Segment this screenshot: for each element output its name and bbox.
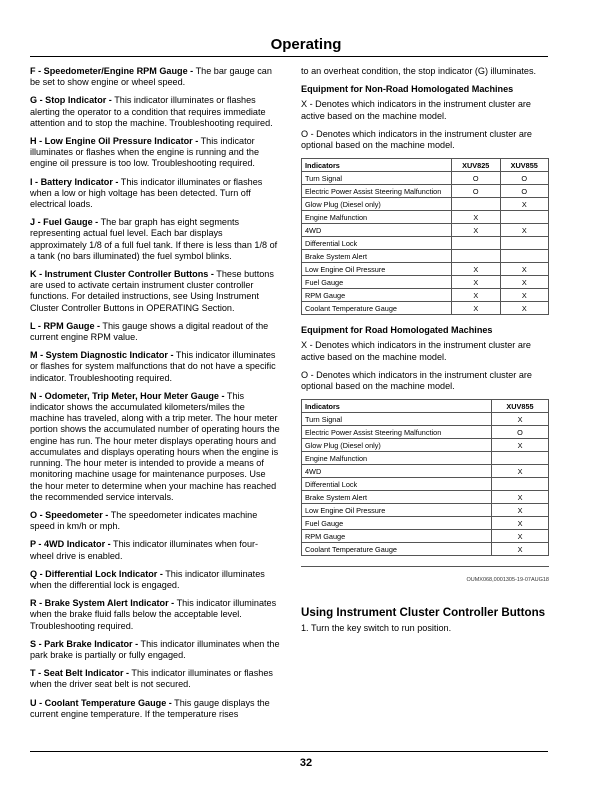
indicator-description: [30, 177, 280, 211]
indicator-status-cell: O: [452, 172, 501, 185]
indicator-term: Q - Differential Lock Indicator -: [30, 568, 163, 579]
indicator-text: This indicator illuminates when the park brake is partially or fully engaged.: [30, 638, 280, 660]
indicator-status-cell: X: [492, 517, 549, 530]
indicator-status-cell: [500, 211, 549, 224]
indicator-term: N - Odometer, Trip Meter, Hour Meter Gauge -: [30, 390, 225, 401]
non-road-indicator-table: [301, 158, 549, 315]
indicator-text: The speedometer indicates machine speed in km/h or mph.: [30, 509, 258, 532]
table-row: [302, 185, 549, 198]
table-row: [302, 491, 549, 504]
indicator-description: [30, 321, 280, 343]
indicator-text: This gauge displays the current engine temperature. If the temperature rises: [30, 697, 270, 719]
indicator-description: [30, 539, 280, 561]
indicator-status-cell: [452, 198, 501, 211]
indicator-text: This indicator illuminates or flashes when the driver seat belt is not secured.: [30, 668, 273, 690]
indicator-term: P - 4WD Indicator -: [30, 539, 111, 550]
column-header: XUV825: [452, 159, 501, 172]
indicator-status-cell: X: [492, 491, 549, 504]
indicator-description: [30, 95, 280, 129]
indicator-text: The bar gauge can be set to show engine or wheel speed.: [30, 66, 272, 88]
indicator-status-cell: O: [500, 172, 549, 185]
indicator-description: [30, 569, 280, 591]
indicator-status-cell: [500, 237, 549, 250]
indicator-text: This indicator illuminates when the differential lock is engaged.: [30, 568, 265, 590]
indicator-name-cell: Electric Power Assist Steering Malfunction: [302, 426, 492, 439]
non-road-note-x: X - Denotes which indicators in the instrument cluster are active based on the machine model.: [301, 99, 531, 121]
non-road-heading: Equipment for Non-Road Homologated Machines: [301, 84, 514, 95]
indicator-name-cell: Low Engine Oil Pressure: [302, 263, 452, 276]
indicator-term: T - Seat Belt Indicator -: [30, 668, 130, 679]
page-number: 32: [299, 757, 313, 769]
table-row: [302, 504, 549, 517]
indicator-name-cell: Glow Plug (Diesel only): [302, 439, 492, 452]
indicator-name-cell: Glow Plug (Diesel only): [302, 198, 452, 211]
indicator-name-cell: Electric Power Assist Steering Malfunction: [302, 185, 452, 198]
indicator-status-cell: X: [500, 289, 549, 302]
column-header: Indicators: [302, 400, 492, 413]
indicator-status-cell: [452, 250, 501, 263]
table-row: [302, 478, 549, 491]
table-row: [302, 276, 549, 289]
indicator-text: These buttons are used to activate certain instrument cluster controller functions. For detailed instructions, see Using Instrument Cluster Controller Buttons in OPERATING Section.: [30, 269, 274, 313]
indicator-description: [30, 217, 280, 262]
indicator-status-cell: X: [500, 263, 549, 276]
road-note-o: O - Denotes which indicators in the instrument cluster are optional based on the machine model.: [301, 369, 532, 392]
left-column: [30, 66, 280, 727]
indicator-status-cell: X: [492, 439, 549, 452]
table-row: [302, 452, 549, 465]
indicator-description: [30, 66, 280, 88]
indicator-description: [30, 668, 280, 690]
indicator-text: This indicator illuminates when the brake fluid falls below the acceptable level. Troubleshooting required.: [30, 598, 277, 631]
indicator-description: [30, 598, 280, 632]
header-divider: [30, 56, 548, 57]
step-1: 1. Turn the key switch to run position.: [301, 622, 452, 633]
indicator-name-cell: Brake System Alert: [302, 491, 492, 504]
indicator-description: [30, 269, 280, 314]
indicator-term: L - RPM Gauge -: [30, 320, 101, 331]
indicator-term: F - Speedometer/Engine RPM Gauge -: [30, 66, 194, 76]
indicator-name-cell: Turn Signal: [302, 172, 452, 185]
right-column: [301, 66, 549, 641]
indicator-text: This gauge shows a digital readout of the current engine RPM value.: [30, 320, 269, 343]
indicator-name-cell: RPM Gauge: [302, 289, 452, 302]
indicator-name-cell: Differential Lock: [302, 478, 492, 491]
table-row: [302, 543, 549, 556]
table-row: [302, 302, 549, 315]
indicator-status-cell: X: [500, 302, 549, 315]
indicator-name-cell: Fuel Gauge: [302, 276, 452, 289]
reference-code: OUMX068,0001305-19-07AUG18: [301, 566, 549, 586]
indicator-name-cell: Low Engine Oil Pressure: [302, 504, 492, 517]
indicator-status-cell: X: [452, 289, 501, 302]
indicator-status-cell: O: [500, 185, 549, 198]
indicator-term: U - Coolant Temperature Gauge -: [30, 697, 172, 708]
indicator-text: This indicator illuminates or flashes alerting the operator to a condition that requires immediate attention and to stop the machine. Troubleshooting required.: [30, 95, 273, 128]
indicator-name-cell: Turn Signal: [302, 413, 492, 426]
table-header-row: [302, 400, 549, 413]
indicator-status-cell: X: [500, 276, 549, 289]
table-row: [302, 426, 549, 439]
indicator-term: J - Fuel Gauge -: [30, 217, 99, 228]
road-heading: Equipment for Road Homologated Machines: [301, 325, 493, 336]
indicator-description: [30, 510, 280, 532]
continued-paragraph: to an overheat condition, the stop indicator (G) illuminates.: [301, 66, 537, 76]
indicator-status-cell: X: [452, 211, 501, 224]
table-row: [302, 530, 549, 543]
indicator-name-cell: Fuel Gauge: [302, 517, 492, 530]
table-row: [302, 224, 549, 237]
indicator-status-cell: X: [452, 302, 501, 315]
indicator-status-cell: X: [500, 224, 549, 237]
indicator-name-cell: 4WD: [302, 465, 492, 478]
column-header: XUV855: [500, 159, 549, 172]
table-row: [302, 413, 549, 426]
indicator-status-cell: [492, 478, 549, 491]
non-road-note-o: O - Denotes which indicators in the instrument cluster are optional based on the machine model.: [301, 128, 532, 151]
indicator-status-cell: [492, 452, 549, 465]
table-header-row: [302, 159, 549, 172]
indicator-name-cell: 4WD: [302, 224, 452, 237]
indicator-status-cell: X: [492, 413, 549, 426]
indicator-description: [30, 391, 280, 503]
indicator-status-cell: X: [492, 504, 549, 517]
indicator-text: This indicator illuminates or flashes when a low or high voltage has been detected. Turn off electrical loads.: [30, 176, 263, 210]
indicator-status-cell: X: [500, 198, 549, 211]
indicator-term: H - Low Engine Oil Pressure Indicator -: [30, 136, 199, 147]
indicator-status-cell: X: [452, 276, 501, 289]
section-title: Using Instrument Cluster Controller Buttons: [301, 606, 546, 620]
indicator-name-cell: Coolant Temperature Gauge: [302, 543, 492, 556]
table-row: [302, 465, 549, 478]
indicator-term: O - Speedometer -: [30, 509, 109, 520]
indicator-status-cell: X: [492, 543, 549, 556]
indicator-term: R - Brake System Alert Indicator -: [30, 598, 175, 609]
indicator-status-cell: O: [492, 426, 549, 439]
road-indicator-table: [301, 399, 549, 556]
table-row: [302, 211, 549, 224]
table-row: [302, 263, 549, 276]
table-row: [302, 517, 549, 530]
indicator-name-cell: Coolant Temperature Gauge: [302, 302, 452, 315]
table-row: [302, 237, 549, 250]
indicator-term: S - Park Brake Indicator -: [30, 638, 139, 649]
table-row: [302, 439, 549, 452]
indicator-name-cell: Differential Lock: [302, 237, 452, 250]
indicator-text: This indicator shows the accumulated kilometers/miles the machine has traveled, along with a trip meter. The hour meter portion shows the accumulated number of operating hours the engine has run. The hour meter displays operating hours and accumulates and displays operating hours when the engine is running. The hour meter is intended to provide a means of monitoring machine usage for maintenance purposes. Use the hour meter to determine when your machine has reached the recommended service intervals.: [30, 390, 280, 502]
column-header: Indicators: [302, 159, 452, 172]
footer-divider: [30, 751, 548, 752]
indicator-description: [30, 136, 280, 170]
indicator-text: The bar graph has eight segments representing actual fuel level. Each bar displays approximately 1/8 of a full fuel tank. If there is less than 1/8 of a tank (no bars illuminated) the fuel symbol blinks.: [30, 217, 278, 261]
indicator-description: [30, 698, 280, 720]
indicator-description: [30, 639, 280, 661]
indicator-status-cell: X: [492, 465, 549, 478]
indicator-status-cell: [500, 250, 549, 263]
road-note-x: X - Denotes which indicators in the instrument cluster are active based on the machine model.: [301, 340, 531, 362]
indicator-text: This indicator illuminates or flashes when the engine is running and the engine oil pressure is too low. Troubleshooting required.: [30, 136, 260, 169]
indicator-text: This indicator illuminates or flashes for system malfunctions that do not have a specific indicator. Troubleshooting required.: [30, 350, 276, 383]
indicator-status-cell: X: [492, 530, 549, 543]
indicator-term: I - Battery Indicator -: [30, 176, 119, 187]
table-row: [302, 172, 549, 185]
indicator-name-cell: Engine Malfunction: [302, 452, 492, 465]
indicator-name-cell: RPM Gauge: [302, 530, 492, 543]
table-row: [302, 198, 549, 211]
indicator-text: This indicator illuminates when four-wheel drive is enabled.: [30, 539, 259, 561]
indicator-term: M - System Diagnostic Indicator -: [30, 350, 174, 361]
indicator-term: G - Stop Indicator -: [30, 95, 112, 106]
column-header: XUV855: [492, 400, 549, 413]
indicator-term: K - Instrument Cluster Controller Buttons -: [30, 269, 214, 280]
indicator-description: [30, 350, 280, 384]
indicator-status-cell: X: [452, 263, 501, 276]
table-row: [302, 250, 549, 263]
page-title: Operating: [270, 36, 342, 53]
indicator-status-cell: O: [452, 185, 501, 198]
indicator-status-cell: X: [452, 224, 501, 237]
indicator-status-cell: [452, 237, 501, 250]
indicator-name-cell: Brake System Alert: [302, 250, 452, 263]
indicator-name-cell: Engine Malfunction: [302, 211, 452, 224]
table-row: [302, 289, 549, 302]
